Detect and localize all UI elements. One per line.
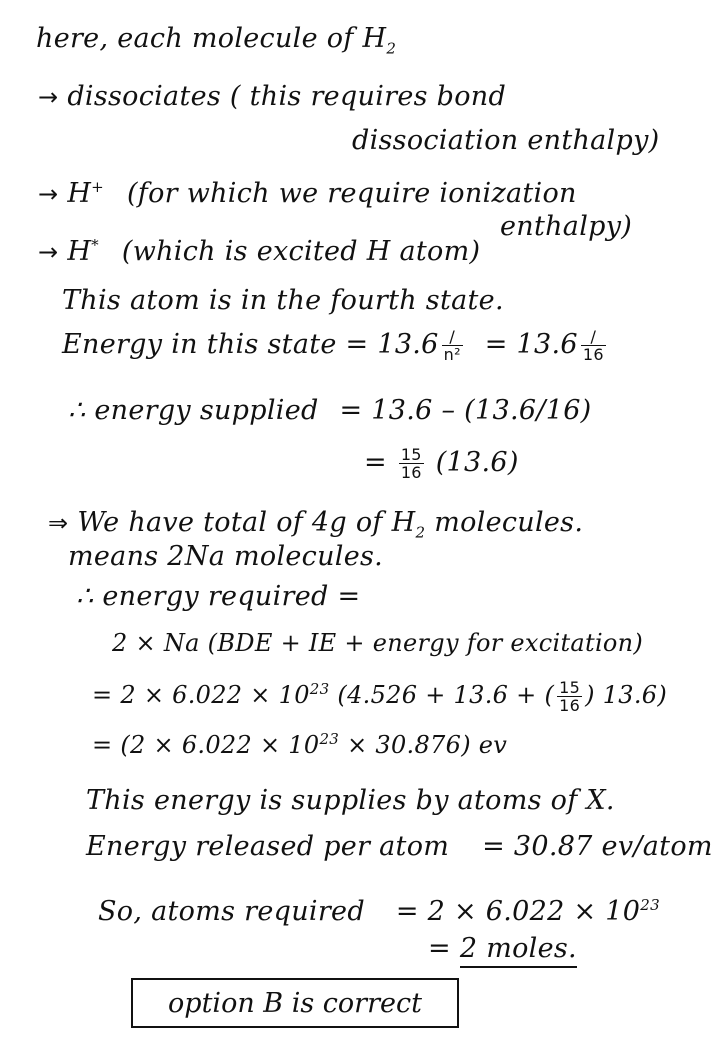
line-fraction-result: = $\frac{15}{16}$ (13.6) (364, 445, 519, 482)
arrow-icon: → (38, 238, 59, 266)
fraction: $\frac{15}{16}$ (400, 445, 422, 482)
line-energy-supplied: ∴ energy supplied = 13.6 – (13.6/16) (68, 395, 592, 426)
underlined-answer: 2 moles. (460, 933, 577, 968)
line-atoms-required: So, atoms required = $2 \times 6.022 \times 10^{23}$ (98, 896, 660, 927)
line-excited: → H* (which is excited H atom) (38, 236, 481, 267)
line-energy-required: ∴ energy required = (76, 581, 361, 612)
arrow-icon: ⇒ (48, 509, 69, 537)
line-energy-state: Energy in this state = 13.6 $\frac{/}{\text{n²}}$ = 13.6 $\frac{/}{16}$ (62, 327, 604, 364)
arrow-icon: → (38, 180, 59, 208)
line-enthalpy: enthalpy) (500, 211, 633, 242)
line-dissociates: → dissociates ( this requires bond (38, 81, 507, 112)
line-substitution: = $2 \times 6.022 \times 10^{23}$ (4.526 + 13.6 + ( $\frac{15}{16}$ ) 13.6) (92, 678, 668, 715)
line-2na: means 2Na molecules. (68, 541, 384, 572)
line-product: = $(2 \times 6.022 \times 10^{23} \times 30.876)$ ev (92, 730, 508, 759)
answer-box (131, 978, 459, 1028)
line-moles: = 2 moles. (428, 932, 577, 966)
line-ionization: → H+ (for which we require ionization (38, 178, 577, 209)
fraction: $\frac{/}{16}$ (582, 327, 604, 364)
line-formula: 2 × Na (BDE + IE + energy for excitation) (112, 629, 644, 657)
line-dissociation-enthalpy: dissociation enthalpy) (352, 125, 660, 156)
line-supplied-by-x: This energy is supplies by atoms of X. (86, 785, 615, 816)
line-intro: here, each molecule of $H_2$ (36, 23, 397, 58)
line-energy-per-atom: Energy released per atom = 30.87 ev/atom (86, 831, 713, 862)
fraction: $\frac{/}{\text{n²}}$ (443, 327, 461, 364)
arrow-icon: → (38, 83, 59, 111)
answer-text: option B is correct (168, 988, 422, 1019)
line-fourth-state: This atom is in the fourth state. (62, 285, 504, 316)
line-total-molecules: ⇒ We have total of 4g of $H_2$ molecules. (48, 507, 584, 542)
fraction: $\frac{15}{16}$ (559, 678, 581, 715)
